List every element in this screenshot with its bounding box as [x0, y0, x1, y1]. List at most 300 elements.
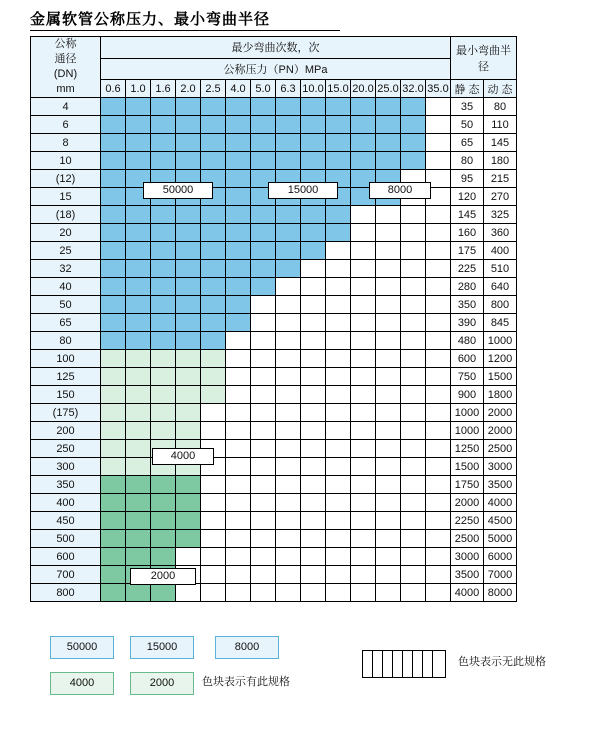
grid-cell: [251, 386, 276, 404]
dn-header-line-3: (DN): [53, 68, 78, 80]
grid-cell: [226, 458, 251, 476]
grid-cell: [126, 332, 151, 350]
grid-cell: [101, 116, 126, 134]
grid-cell: [301, 296, 326, 314]
grid-cell: [101, 206, 126, 224]
static-radius: 900: [451, 386, 484, 404]
static-radius: 1000: [451, 404, 484, 422]
grid-cell: [351, 584, 376, 602]
grid-cell: [101, 188, 126, 206]
grid-cell: [176, 224, 201, 242]
grid-cell: [326, 512, 351, 530]
tag-4000: 4000: [152, 448, 214, 465]
grid-cell: [351, 134, 376, 152]
header-row-1: [31, 37, 517, 59]
grid-cell: [351, 152, 376, 170]
grid-cell: [276, 260, 301, 278]
dn-value: 6: [31, 116, 101, 134]
grid-cell: [201, 278, 226, 296]
grid-cell: [151, 512, 176, 530]
grid-cell: [176, 350, 201, 368]
dynamic-radius: 2000: [484, 422, 517, 440]
tag-2000: 2000: [130, 568, 196, 585]
dn-header-line-1: 公称: [54, 38, 77, 50]
dynamic-radius: 640: [484, 278, 517, 296]
dn-value: 32: [31, 260, 101, 278]
grid-cell: [226, 332, 251, 350]
grid-cell: [351, 404, 376, 422]
grid-cell: [201, 368, 226, 386]
grid-cell: [301, 278, 326, 296]
grid-cell: [251, 512, 276, 530]
grid-cell: [201, 386, 226, 404]
grid-cell: [351, 206, 376, 224]
grid-cell: [326, 206, 351, 224]
grid-cell: [251, 116, 276, 134]
table-row: [31, 278, 517, 296]
dn-value: 10: [31, 152, 101, 170]
grid-cell: [251, 206, 276, 224]
grid-cell: [201, 494, 226, 512]
grid-cell: [101, 386, 126, 404]
grid-cell: [251, 368, 276, 386]
grid-cell: [301, 476, 326, 494]
grid-cell: [226, 440, 251, 458]
dynamic-radius: 2500: [484, 440, 517, 458]
grid-cell: [301, 314, 326, 332]
static-radius: 1250: [451, 440, 484, 458]
static-radius: 120: [451, 188, 484, 206]
dn-header-line-2: 通径: [54, 53, 77, 65]
table-body: [31, 98, 517, 602]
grid-cell: [376, 440, 401, 458]
table-row: [31, 134, 517, 152]
grid-cell: [101, 152, 126, 170]
no-spec-swatch: [362, 650, 446, 678]
dn-value: 15: [31, 188, 101, 206]
grid-cell: [151, 152, 176, 170]
grid-cell: [201, 134, 226, 152]
grid-cell: [326, 422, 351, 440]
grid-cell: [301, 332, 326, 350]
grid-cell: [351, 494, 376, 512]
table-row: [31, 332, 517, 350]
grid-cell: [301, 368, 326, 386]
grid-cell: [351, 422, 376, 440]
grid-cell: [201, 566, 226, 584]
table-row: [31, 368, 517, 386]
grid-cell: [276, 548, 301, 566]
static-radius: 80: [451, 152, 484, 170]
grid-cell: [276, 386, 301, 404]
grid-cell: [126, 368, 151, 386]
grid-cell: [276, 314, 301, 332]
grid-cell: [401, 296, 426, 314]
dynamic-radius: 1200: [484, 350, 517, 368]
dynamic-radius: 1800: [484, 386, 517, 404]
grid-cell: [251, 404, 276, 422]
grid-cell: [351, 332, 376, 350]
dn-value: 600: [31, 548, 101, 566]
table-row: [31, 530, 517, 548]
grid-cell: [401, 458, 426, 476]
grid-cell: [301, 242, 326, 260]
grid-cell: [326, 98, 351, 116]
grid-cell: [426, 530, 451, 548]
grid-cell: [301, 404, 326, 422]
dn-value: 100: [31, 350, 101, 368]
grid-cell: [251, 332, 276, 350]
table-row: [31, 350, 517, 368]
grid-cell: [376, 134, 401, 152]
grid-cell: [176, 278, 201, 296]
grid-cell: [226, 350, 251, 368]
grid-cell: [101, 260, 126, 278]
grid-cell: [126, 314, 151, 332]
grid-cell: [151, 242, 176, 260]
dn-value: 150: [31, 386, 101, 404]
static-radius: 390: [451, 314, 484, 332]
grid-cell: [276, 530, 301, 548]
pressure-col-7: 6.3: [276, 80, 301, 98]
grid-cell: [276, 278, 301, 296]
table-row: [31, 296, 517, 314]
grid-cell: [101, 314, 126, 332]
grid-cell: [301, 224, 326, 242]
grid-cell: [326, 530, 351, 548]
grid-cell: [176, 152, 201, 170]
grid-cell: [326, 242, 351, 260]
grid-cell: [126, 260, 151, 278]
grid-cell: [201, 152, 226, 170]
grid-cell: [251, 584, 276, 602]
grid-cell: [376, 566, 401, 584]
grid-cell: [301, 548, 326, 566]
grid-cell: [276, 152, 301, 170]
grid-cell: [201, 116, 226, 134]
table-row: [31, 476, 517, 494]
dynamic-radius: 800: [484, 296, 517, 314]
grid-cell: [226, 422, 251, 440]
grid-cell: [201, 530, 226, 548]
grid-cell: [226, 494, 251, 512]
grid-cell: [126, 296, 151, 314]
grid-cell: [301, 98, 326, 116]
grid-cell: [351, 458, 376, 476]
grid-cell: [376, 278, 401, 296]
grid-cell: [126, 404, 151, 422]
dynamic-radius: 510: [484, 260, 517, 278]
grid-cell: [376, 422, 401, 440]
dynamic-radius: 1000: [484, 332, 517, 350]
min-radius-header: 最小弯曲半径: [451, 37, 517, 80]
grid-cell: [251, 548, 276, 566]
grid-cell: [426, 332, 451, 350]
grid-cell: [376, 350, 401, 368]
grid-cell: [226, 278, 251, 296]
grid-cell: [151, 494, 176, 512]
legend-has-spec: 色块表示有此规格: [202, 676, 290, 688]
dynamic-radius: 80: [484, 98, 517, 116]
grid-cell: [401, 224, 426, 242]
dynamic-header: 动 态: [484, 80, 517, 98]
grid-cell: [326, 314, 351, 332]
grid-cell: [301, 530, 326, 548]
grid-cell: [301, 440, 326, 458]
grid-cell: [426, 242, 451, 260]
grid-cell: [176, 332, 201, 350]
grid-cell: [376, 314, 401, 332]
title-underline: [30, 30, 340, 31]
grid-cell: [351, 296, 376, 314]
static-radius: 2000: [451, 494, 484, 512]
grid-cell: [226, 98, 251, 116]
grid-cell: [101, 566, 126, 584]
grid-cell: [126, 458, 151, 476]
grid-cell: [426, 422, 451, 440]
grid-cell: [101, 530, 126, 548]
grid-cell: [126, 422, 151, 440]
grid-cell: [276, 224, 301, 242]
dynamic-radius: 3500: [484, 476, 517, 494]
grid-cell: [151, 98, 176, 116]
dn-value: 8: [31, 134, 101, 152]
grid-cell: [151, 476, 176, 494]
grid-cell: [276, 566, 301, 584]
static-radius: 175: [451, 242, 484, 260]
grid-cell: [276, 242, 301, 260]
legend-box-15000: 15000: [130, 636, 194, 659]
grid-cell: [226, 548, 251, 566]
grid-cell: [276, 116, 301, 134]
dn-value: 20: [31, 224, 101, 242]
grid-cell: [251, 422, 276, 440]
grid-cell: [301, 584, 326, 602]
static-radius: 2500: [451, 530, 484, 548]
dn-value: 500: [31, 530, 101, 548]
grid-cell: [326, 440, 351, 458]
grid-cell: [176, 242, 201, 260]
grid-cell: [176, 314, 201, 332]
table-row: [31, 566, 517, 584]
grid-cell: [201, 296, 226, 314]
grid-cell: [151, 530, 176, 548]
grid-cell: [226, 188, 251, 206]
grid-cell: [176, 512, 201, 530]
grid-cell: [376, 404, 401, 422]
grid-cell: [351, 440, 376, 458]
grid-cell: [251, 260, 276, 278]
grid-cell: [426, 440, 451, 458]
dynamic-radius: 325: [484, 206, 517, 224]
pressure-col-0: 0.6: [101, 80, 126, 98]
static-radius: 600: [451, 350, 484, 368]
static-radius: 145: [451, 206, 484, 224]
grid-cell: [351, 386, 376, 404]
grid-cell: [251, 530, 276, 548]
grid-cell: [401, 314, 426, 332]
static-radius: 95: [451, 170, 484, 188]
table-head: [31, 37, 517, 98]
grid-cell: [376, 242, 401, 260]
pressure-col-2: 1.6: [151, 80, 176, 98]
grid-cell: [276, 134, 301, 152]
pressure-header: 公称压力（PN）MPa: [101, 58, 451, 80]
grid-cell: [151, 116, 176, 134]
grid-cell: [126, 224, 151, 242]
grid-cell: [101, 242, 126, 260]
grid-cell: [376, 530, 401, 548]
table-row: [31, 494, 517, 512]
dynamic-radius: 8000: [484, 584, 517, 602]
grid-cell: [276, 404, 301, 422]
grid-cell: [101, 476, 126, 494]
grid-cell: [276, 350, 301, 368]
dynamic-radius: 4000: [484, 494, 517, 512]
grid-cell: [376, 152, 401, 170]
legend-box-4000: 4000: [50, 672, 114, 695]
spec-table: [30, 36, 517, 602]
static-radius: 35: [451, 98, 484, 116]
grid-cell: [251, 134, 276, 152]
static-radius: 350: [451, 296, 484, 314]
grid-cell: [226, 530, 251, 548]
grid-cell: [276, 422, 301, 440]
dn-value: 125: [31, 368, 101, 386]
dn-value: 40: [31, 278, 101, 296]
grid-cell: [126, 494, 151, 512]
grid-cell: [201, 242, 226, 260]
grid-cell: [201, 98, 226, 116]
grid-cell: [151, 386, 176, 404]
dynamic-radius: 5000: [484, 530, 517, 548]
grid-cell: [176, 422, 201, 440]
grid-cell: [426, 314, 451, 332]
grid-cell: [176, 530, 201, 548]
grid-cell: [276, 296, 301, 314]
grid-cell: [226, 206, 251, 224]
grid-cell: [201, 260, 226, 278]
grid-cell: [401, 206, 426, 224]
dn-value: 400: [31, 494, 101, 512]
grid-cell: [401, 512, 426, 530]
grid-cell: [126, 242, 151, 260]
pressure-col-3: 2.0: [176, 80, 201, 98]
grid-cell: [351, 260, 376, 278]
grid-cell: [176, 386, 201, 404]
grid-cell: [176, 584, 201, 602]
grid-cell: [176, 206, 201, 224]
grid-cell: [226, 566, 251, 584]
grid-cell: [276, 512, 301, 530]
grid-cell: [376, 458, 401, 476]
grid-cell: [426, 224, 451, 242]
dn-value: 700: [31, 566, 101, 584]
grid-cell: [126, 386, 151, 404]
grid-cell: [326, 224, 351, 242]
grid-cell: [326, 260, 351, 278]
grid-cell: [126, 116, 151, 134]
grid-cell: [201, 512, 226, 530]
dynamic-radius: 2000: [484, 404, 517, 422]
grid-cell: [426, 260, 451, 278]
grid-cell: [326, 566, 351, 584]
table-row: [31, 404, 517, 422]
table-row: [31, 458, 517, 476]
grid-cell: [101, 170, 126, 188]
grid-cell: [226, 134, 251, 152]
grid-cell: [226, 386, 251, 404]
grid-cell: [226, 152, 251, 170]
static-header: 静 态: [451, 80, 484, 98]
grid-cell: [151, 404, 176, 422]
grid-cell: [326, 332, 351, 350]
grid-cell: [176, 116, 201, 134]
static-radius: 1750: [451, 476, 484, 494]
grid-cell: [326, 404, 351, 422]
dn-value: 65: [31, 314, 101, 332]
grid-cell: [401, 584, 426, 602]
grid-cell: [151, 584, 176, 602]
dn-value: 250: [31, 440, 101, 458]
grid-cell: [401, 278, 426, 296]
static-radius: 65: [451, 134, 484, 152]
grid-cell: [176, 260, 201, 278]
pressure-col-5: 4.0: [226, 80, 251, 98]
grid-cell: [401, 260, 426, 278]
dn-value: (175): [31, 404, 101, 422]
grid-cell: [401, 530, 426, 548]
dynamic-radius: 1500: [484, 368, 517, 386]
grid-cell: [251, 278, 276, 296]
grid-cell: [376, 494, 401, 512]
grid-cell: [426, 98, 451, 116]
grid-cell: [376, 98, 401, 116]
grid-cell: [276, 494, 301, 512]
grid-cell: [426, 404, 451, 422]
static-radius: 225: [451, 260, 484, 278]
grid-cell: [401, 332, 426, 350]
grid-cell: [201, 314, 226, 332]
grid-cell: [401, 566, 426, 584]
grid-cell: [376, 206, 401, 224]
table-row: [31, 512, 517, 530]
legend-no-spec: 色块表示无此规格: [458, 656, 546, 668]
grid-cell: [276, 476, 301, 494]
grid-cell: [301, 494, 326, 512]
grid-cell: [351, 224, 376, 242]
grid-cell: [426, 494, 451, 512]
dynamic-radius: 145: [484, 134, 517, 152]
grid-cell: [251, 440, 276, 458]
grid-cell: [326, 134, 351, 152]
grid-cell: [276, 98, 301, 116]
grid-cell: [176, 494, 201, 512]
grid-cell: [251, 98, 276, 116]
grid-cell: [101, 296, 126, 314]
grid-cell: [226, 170, 251, 188]
dynamic-radius: 7000: [484, 566, 517, 584]
grid-cell: [351, 98, 376, 116]
header-row-2: [31, 58, 517, 80]
dynamic-radius: 845: [484, 314, 517, 332]
grid-cell: [426, 584, 451, 602]
grid-cell: [426, 278, 451, 296]
static-radius: 50: [451, 116, 484, 134]
grid-cell: [176, 134, 201, 152]
grid-cell: [326, 458, 351, 476]
grid-cell: [176, 368, 201, 386]
